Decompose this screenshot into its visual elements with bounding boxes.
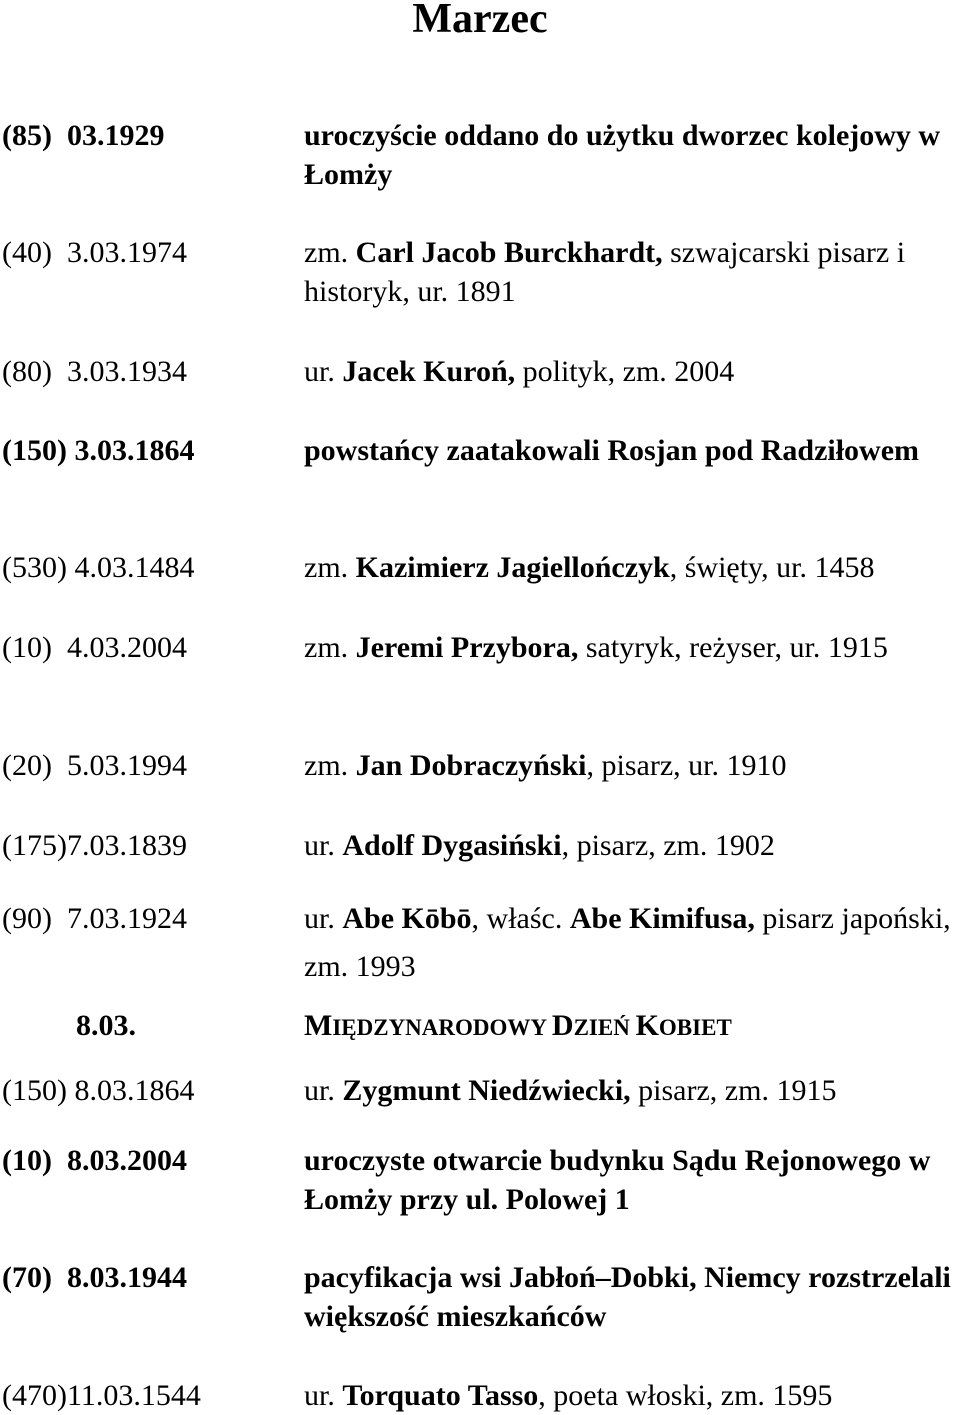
holiday-letter: K — [635, 1009, 659, 1042]
person-name: Kazimierz Jagiellończyk — [355, 551, 670, 584]
entry-date: (20) 5.03.1994 — [2, 749, 187, 782]
person-name: Jan Dobraczyński — [355, 749, 587, 782]
holiday-letter: D — [551, 1009, 574, 1042]
entry-date: (10) 8.03.2004 — [2, 1144, 187, 1177]
entry-date: (10) 4.03.2004 — [2, 631, 187, 664]
entry-suffix: satyryk, reżyser, ur. 1915 — [578, 631, 888, 664]
person-name: Zygmunt Niedźwiecki, — [342, 1074, 631, 1107]
person-name-birth: Abe Kimifusa, — [569, 902, 755, 935]
entry-suffix: , święty, ur. 1458 — [669, 551, 875, 584]
entry-date: (175)7.03.1839 — [2, 829, 187, 862]
entry-suffix: pisarz, zm. 1915 — [630, 1074, 837, 1107]
entry-connector: , właśc. — [471, 902, 570, 935]
person-name: Adolf Dygasiński — [342, 829, 562, 862]
entry-description — [304, 1376, 954, 1415]
entry-description — [304, 895, 954, 991]
entry-description — [304, 1071, 954, 1110]
holiday-text: ZIEŃ — [573, 1015, 636, 1040]
entry-date: (80) 3.03.1934 — [2, 355, 187, 388]
holiday-text: IĘDZYNARODOWY — [332, 1015, 552, 1040]
entry-description — [304, 548, 954, 587]
entry-description — [304, 746, 954, 785]
person-name: Torquato Tasso — [342, 1379, 539, 1412]
entry-prefix: zm. — [304, 236, 356, 269]
entry-date: (470)11.03.1544 — [2, 1379, 201, 1412]
holiday-text: OBIET — [658, 1015, 732, 1040]
entry-description: uroczyście oddano do użytku dworzec kolejowy w Łomży — [304, 119, 941, 191]
entry-date: (40) 3.03.1974 — [2, 236, 187, 269]
entry-description: powstańcy zaatakowali Rosjan pod Radziłowem — [304, 434, 920, 467]
person-name: Carl Jacob Burckhardt, — [355, 236, 663, 269]
entry-date: 8.03. — [76, 1009, 136, 1042]
entry-date: (530) 4.03.1484 — [2, 551, 195, 584]
entry-suffix: , pisarz, zm. 1902 — [561, 829, 775, 862]
entry-suffix: , pisarz, ur. 1910 — [586, 749, 787, 782]
entry-prefix: zm. — [304, 551, 356, 584]
entry-description — [304, 233, 954, 311]
entry-description: uroczyste otwarcie budynku Sądu Rejonowego w Łomży przy ul. Polowej 1 — [304, 1144, 931, 1216]
entry-suffix: pisarz japoński, zm. 1993 — [304, 902, 951, 983]
holiday-name — [304, 1006, 954, 1047]
entry-description — [304, 352, 954, 391]
entry-description — [304, 826, 954, 865]
page-title: Marzec — [412, 0, 548, 42]
entry-prefix: ur. — [304, 829, 343, 862]
entry-prefix: zm. — [304, 631, 356, 664]
entry-date: (150) 8.03.1864 — [2, 1074, 195, 1107]
entry-prefix: ur. — [304, 1074, 343, 1107]
entry-prefix: ur. — [304, 1379, 343, 1412]
entry-date: (70) 8.03.1944 — [2, 1261, 187, 1294]
entry-description: pacyfikacja wsi Jabłoń–Dobki, Niemcy rozstrzelali większość mieszkańców — [304, 1261, 951, 1333]
entry-prefix: zm. — [304, 749, 356, 782]
entry-suffix: szwajcarski pisarz i historyk, ur. 1891 — [304, 236, 906, 308]
entry-suffix: polityk, zm. 2004 — [515, 355, 735, 388]
entry-date: (150) 3.03.1864 — [2, 434, 195, 467]
entry-prefix: ur. — [304, 902, 343, 935]
entry-date: (90) 7.03.1924 — [2, 902, 187, 935]
entry-description — [304, 628, 954, 667]
person-name: Jacek Kuroń, — [342, 355, 516, 388]
entry-date: (85) 03.1929 — [2, 119, 165, 152]
entry-suffix: , poeta włoski, zm. 1595 — [538, 1379, 833, 1412]
person-name: Jeremi Przybora, — [355, 631, 579, 664]
person-name: Abe Kōbō — [342, 902, 472, 935]
entry-prefix: ur. — [304, 355, 343, 388]
holiday-letter: M — [304, 1009, 333, 1042]
